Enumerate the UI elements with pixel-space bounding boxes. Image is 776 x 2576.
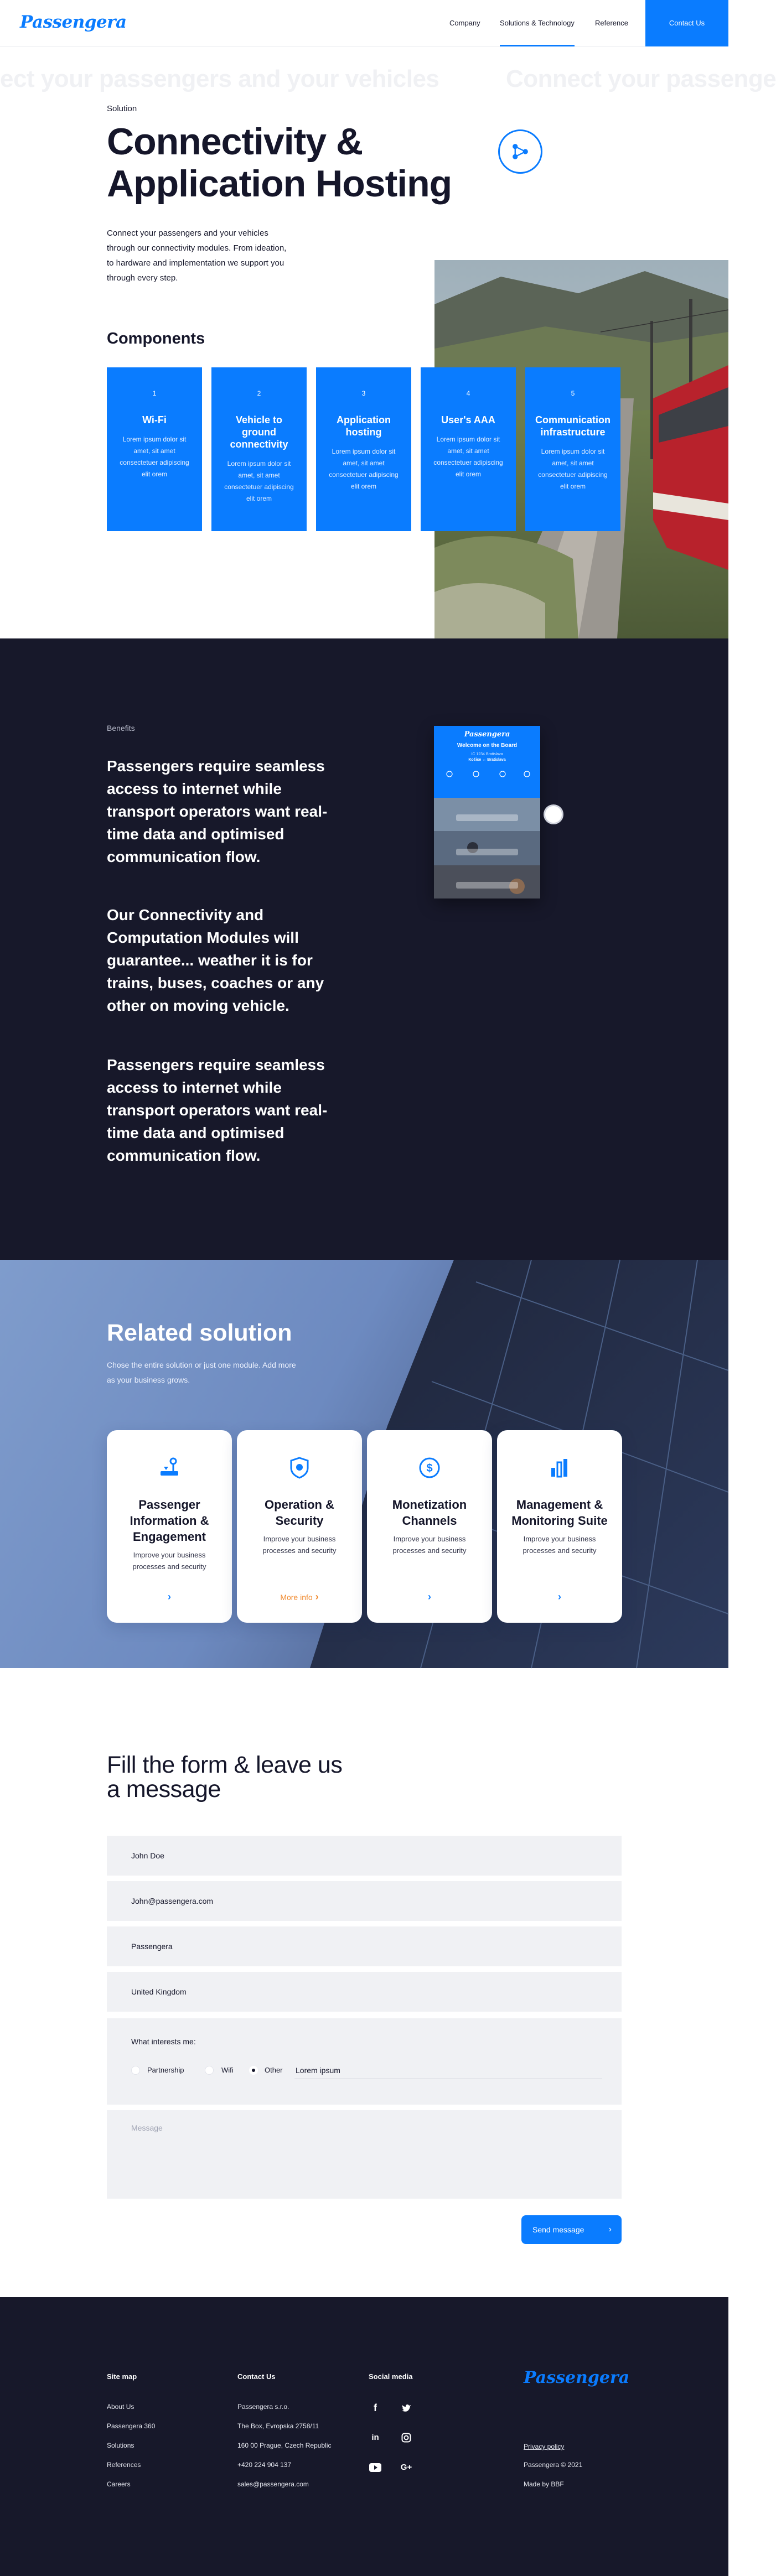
phone-route: Košice ↔ Bratislava: [468, 758, 506, 762]
country-field[interactable]: United Kingdom: [107, 1972, 622, 2012]
instagram-icon[interactable]: [400, 2431, 413, 2444]
component-card[interactable]: [525, 367, 620, 531]
footer-social-title: Social media: [369, 2372, 413, 2381]
footer-link[interactable]: Careers: [107, 2480, 131, 2488]
nav-solutions-technology[interactable]: Solutions & Technology: [500, 0, 575, 46]
related-card-title: Monetization Channels: [392, 1498, 467, 1528]
send-message-label: Send message: [532, 2225, 584, 2234]
radio-partnership[interactable]: [131, 2066, 140, 2075]
other-input[interactable]: [294, 2061, 602, 2079]
radio-other[interactable]: [249, 2066, 258, 2075]
phone-content-images: [434, 798, 540, 899]
chevron-right-icon: ›: [315, 1591, 319, 1602]
component-card[interactable]: [211, 367, 307, 531]
footer-phone[interactable]: +420 224 904 137: [237, 2461, 292, 2469]
nav-reference[interactable]: Reference: [595, 19, 628, 27]
related-card-title: Management & Monitoring Suite: [511, 1498, 608, 1528]
component-desc: Lorem ipsum dolor sit amet, sit amet consectetuer adipiscing elit orem: [538, 448, 608, 490]
chart-icon: [546, 1455, 573, 1481]
marquee-text: ect your passengers and your vehicles: [0, 65, 439, 92]
send-message-button[interactable]: [521, 2215, 622, 2244]
related-card-desc: Improve your business processes and security: [132, 1551, 206, 1571]
dollar-icon: [416, 1455, 443, 1481]
footer-sitemap-title: Site map: [107, 2372, 137, 2381]
benefit-paragraph: Passengers require seamless access to internet while transport operators want real-time data and optimised communication flow.: [107, 1056, 328, 1164]
linkedin-icon[interactable]: in: [371, 2433, 379, 2442]
interests-label: What interests me:: [131, 2037, 196, 2046]
related-card[interactable]: [237, 1430, 362, 1623]
shield-icon: [286, 1455, 313, 1481]
more-info-label: More info: [280, 1593, 313, 1602]
footer-contact-title: Contact Us: [237, 2372, 276, 2381]
twitter-icon[interactable]: [400, 2401, 413, 2414]
component-name: Communication infrastructure: [535, 414, 611, 438]
made-by: Made by BBF: [524, 2480, 564, 2488]
footer-city: 160 00 Prague, Czech Republic: [237, 2442, 332, 2449]
component-number: 5: [571, 389, 575, 397]
contact-us-button[interactable]: Contact Us: [645, 0, 728, 46]
youtube-icon[interactable]: [369, 2461, 382, 2474]
related-card-desc: Improve your business processes and security: [262, 1535, 337, 1555]
toggle-knob[interactable]: [544, 804, 563, 824]
chevron-right-icon[interactable]: ›: [558, 1591, 561, 1602]
logo[interactable]: Passengera: [20, 12, 127, 32]
component-card[interactable]: [316, 367, 411, 531]
chevron-right-icon[interactable]: ›: [428, 1591, 431, 1602]
phone-logo: Passengera: [464, 730, 510, 739]
hero-description: Connect your passengers and your vehicles through our connectivity modules. From ideation, to hardware and implementation we support you through every step.: [107, 228, 287, 283]
footer-company: Passengera s.r.o.: [237, 2403, 289, 2411]
nav-company[interactable]: Company: [449, 19, 480, 27]
email-field[interactable]: John@passengera.com: [107, 1881, 622, 1921]
benefits-label: Benefits: [107, 724, 135, 733]
component-desc: Lorem ipsum dolor sit amet, sit amet consectetuer adipiscing elit orem: [329, 448, 399, 490]
component-card[interactable]: [421, 367, 516, 531]
form-title: Fill the form & leave us a message: [107, 1752, 343, 1803]
footer-link[interactable]: References: [107, 2461, 141, 2469]
name-field[interactable]: John Doe: [107, 1836, 622, 1876]
connectivity-icon: [498, 129, 542, 174]
passenger-icon: [156, 1455, 183, 1481]
related-card[interactable]: [367, 1430, 492, 1623]
section-eyebrow: Solution: [107, 104, 137, 113]
chevron-right-icon: ›: [608, 2225, 612, 2234]
footer-link[interactable]: Passengera 360: [107, 2422, 156, 2430]
component-number: 1: [152, 389, 157, 397]
component-number: 4: [466, 389, 470, 397]
related-card-desc: Improve your business processes and security: [392, 1535, 467, 1555]
footer-link[interactable]: Solutions: [107, 2442, 134, 2449]
related-card-title: Passenger Information & Engagement: [130, 1498, 209, 1544]
radio-label: Wifi: [221, 2066, 234, 2074]
radio-label: Other: [265, 2066, 283, 2074]
radio-label: Partnership: [147, 2066, 184, 2074]
related-title: Related solution: [107, 1320, 292, 1346]
benefit-paragraph: Our Connectivity and Computation Modules will guarantee... weather it is for trains, buses, coaches or any other on moving vehicle.: [107, 906, 324, 1014]
related-card-title: Operation & Security: [265, 1498, 334, 1528]
component-card[interactable]: [107, 367, 202, 531]
components-title: Components: [107, 330, 205, 347]
footer-link[interactable]: About Us: [107, 2403, 134, 2411]
facebook-icon[interactable]: f: [374, 2402, 377, 2413]
copyright: Passengera © 2021: [524, 2461, 583, 2469]
component-name: Application hosting: [337, 414, 391, 438]
phone-train-number: IC 1234 Bratislava: [471, 752, 503, 756]
phone-mockup: [434, 726, 540, 899]
related-description: Chose the entire solution or just one module. Add more as your business grows.: [107, 1360, 296, 1384]
component-desc: Lorem ipsum dolor sit amet, sit amet consectetuer adipiscing elit orem: [120, 435, 189, 478]
component-desc: Lorem ipsum dolor sit amet, sit amet consectetuer adipiscing elit orem: [433, 435, 503, 478]
component-name: User's AAA: [441, 414, 495, 425]
message-textarea[interactable]: [107, 2110, 622, 2199]
footer: [0, 2297, 728, 2576]
footer-address: The Box, Evropska 2758/11: [237, 2422, 319, 2430]
google-plus-icon[interactable]: G+: [400, 2463, 412, 2472]
phone-welcome: Welcome on the Board: [457, 742, 518, 749]
footer-logo[interactable]: Passengera: [524, 2368, 630, 2387]
footer-email[interactable]: sales@passengera.com: [237, 2480, 309, 2488]
svg-text:$: $: [426, 1462, 433, 1474]
radio-wifi[interactable]: [205, 2066, 214, 2075]
component-number: 3: [361, 389, 366, 397]
related-card-desc: Improve your business processes and security: [522, 1535, 597, 1555]
component-name: Wi-Fi: [142, 414, 167, 425]
component-desc: Lorem ipsum dolor sit amet, sit amet consectetuer adipiscing elit orem: [224, 460, 294, 502]
phone-icons: [434, 767, 540, 790]
chevron-right-icon[interactable]: ›: [168, 1591, 171, 1602]
page-title: Connectivity & Application Hosting: [107, 121, 452, 205]
benefit-paragraph: Passengers require seamless access to internet while transport operators want real-time data and optimised communication flow.: [107, 757, 328, 865]
privacy-policy-link[interactable]: Privacy policy: [524, 2443, 565, 2450]
marquee-text: Connect your passenge: [506, 65, 776, 92]
component-number: 2: [257, 389, 261, 397]
more-info-link[interactable]: [237, 1591, 362, 1603]
related-card[interactable]: [497, 1430, 622, 1623]
component-name: Vehicle to ground connectivity: [230, 414, 288, 450]
company-field[interactable]: Passengera: [107, 1926, 622, 1966]
site-header: [0, 0, 728, 46]
related-card[interactable]: [107, 1430, 232, 1623]
